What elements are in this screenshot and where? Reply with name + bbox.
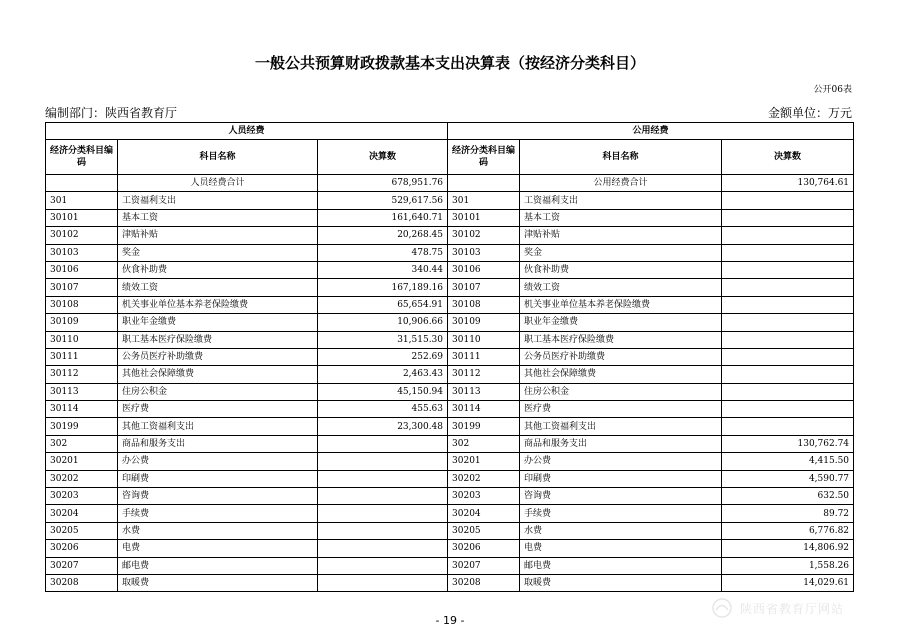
unit-label: 金额单位：万元 xyxy=(767,106,852,120)
right-name-cell: 机关事业单位基本养老保险缴费 xyxy=(520,296,722,313)
column-header-name: 科目名称 xyxy=(520,140,722,175)
left-code-cell: 30205 xyxy=(46,522,118,539)
column-header-code: 经济分类科目编码 xyxy=(46,140,118,175)
left-code-cell: 30203 xyxy=(46,488,118,505)
right-code-cell: 30201 xyxy=(448,453,520,470)
left-name-cell: 取暖费 xyxy=(118,574,318,591)
left-name-cell: 津贴补贴 xyxy=(118,227,318,244)
left-name-cell: 水费 xyxy=(118,522,318,539)
right-amount-cell xyxy=(722,366,854,383)
left-code-cell: 30101 xyxy=(46,209,118,226)
right-name-cell: 水费 xyxy=(520,522,722,539)
group-header-public: 公用经费 xyxy=(448,123,854,140)
table-row xyxy=(46,401,854,418)
left-name-cell: 其他工资福利支出 xyxy=(118,418,318,435)
column-header-amount: 决算数 xyxy=(318,140,448,175)
left-name-cell: 公务员医疗补助缴费 xyxy=(118,348,318,365)
right-code-cell xyxy=(448,175,520,192)
right-name-cell: 住房公积金 xyxy=(520,383,722,400)
left-name-cell: 商品和服务支出 xyxy=(118,435,318,452)
right-code-cell: 30110 xyxy=(448,331,520,348)
right-amount-cell: 1,558.26 xyxy=(722,557,854,574)
left-code-cell: 30204 xyxy=(46,505,118,522)
left-amount-cell: 20,268.45 xyxy=(318,227,448,244)
right-code-cell: 30113 xyxy=(448,383,520,400)
left-amount-cell: 529,617.56 xyxy=(318,192,448,209)
left-amount-cell: 478.75 xyxy=(318,244,448,261)
left-code-cell: 30113 xyxy=(46,383,118,400)
right-amount-cell xyxy=(722,348,854,365)
watermark-text: 陕西省教育厅网站 xyxy=(740,602,845,616)
table-row xyxy=(46,435,854,452)
left-code-cell: 30110 xyxy=(46,331,118,348)
right-name-cell: 医疗费 xyxy=(520,401,722,418)
left-amount-cell xyxy=(318,540,448,557)
left-name-cell: 职工基本医疗保险缴费 xyxy=(118,331,318,348)
right-amount-cell: 130,762.74 xyxy=(722,435,854,452)
left-code-cell: 30206 xyxy=(46,540,118,557)
left-code-cell: 30199 xyxy=(46,418,118,435)
right-name-cell: 其他社会保障缴费 xyxy=(520,366,722,383)
table-row xyxy=(46,488,854,505)
right-amount-cell xyxy=(722,192,854,209)
table-row xyxy=(46,522,854,539)
right-name-cell: 工资福利支出 xyxy=(520,192,722,209)
right-name-cell: 津贴补贴 xyxy=(520,227,722,244)
right-name-cell: 手续费 xyxy=(520,505,722,522)
table-row xyxy=(46,296,854,313)
left-amount-cell xyxy=(318,505,448,522)
left-code-cell: 30112 xyxy=(46,366,118,383)
left-amount-cell: 23,300.48 xyxy=(318,418,448,435)
right-code-cell: 30103 xyxy=(448,244,520,261)
left-name-cell: 奖金 xyxy=(118,244,318,261)
left-amount-cell: 65,654.91 xyxy=(318,296,448,313)
right-name-cell: 伙食补助费 xyxy=(520,261,722,278)
right-amount-cell: 14,806.92 xyxy=(722,540,854,557)
right-amount-cell: 130,764.61 xyxy=(722,175,854,192)
table-row xyxy=(46,261,854,278)
left-code-cell: 30109 xyxy=(46,314,118,331)
right-code-cell: 30102 xyxy=(448,227,520,244)
left-name-cell: 伙食补助费 xyxy=(118,261,318,278)
left-code-cell: 30111 xyxy=(46,348,118,365)
left-code-cell: 30106 xyxy=(46,261,118,278)
left-code-cell: 30201 xyxy=(46,453,118,470)
page-number: - 19 - xyxy=(435,614,465,627)
table-row xyxy=(46,175,854,192)
left-amount-cell xyxy=(318,557,448,574)
left-amount-cell xyxy=(318,470,448,487)
left-amount-cell: 31,515.30 xyxy=(318,331,448,348)
left-code-cell: 30108 xyxy=(46,296,118,313)
table-row xyxy=(46,557,854,574)
right-code-cell: 30202 xyxy=(448,470,520,487)
left-name-cell: 基本工资 xyxy=(118,209,318,226)
left-name-cell: 人员经费合计 xyxy=(118,175,318,192)
form-number: 公开06表 xyxy=(813,85,852,95)
left-code-cell: 30102 xyxy=(46,227,118,244)
left-code-cell: 302 xyxy=(46,435,118,452)
left-name-cell: 工资福利支出 xyxy=(118,192,318,209)
table-row xyxy=(46,227,854,244)
column-header-amount: 决算数 xyxy=(722,140,854,175)
table-row xyxy=(46,470,854,487)
left-code-cell xyxy=(46,175,118,192)
right-code-cell: 30203 xyxy=(448,488,520,505)
table-title: 一般公共预算财政拨款基本支出决算表（按经济分类科目） xyxy=(254,54,645,72)
right-code-cell: 301 xyxy=(448,192,520,209)
column-header-name: 科目名称 xyxy=(118,140,318,175)
right-amount-cell xyxy=(722,401,854,418)
table-row xyxy=(46,366,854,383)
right-code-cell: 30112 xyxy=(448,366,520,383)
right-name-cell: 公务员医疗补助缴费 xyxy=(520,348,722,365)
table-row xyxy=(46,192,854,209)
left-name-cell: 咨询费 xyxy=(118,488,318,505)
left-name-cell: 职业年金缴费 xyxy=(118,314,318,331)
left-name-cell: 医疗费 xyxy=(118,401,318,418)
left-code-cell: 30207 xyxy=(46,557,118,574)
right-amount-cell xyxy=(722,209,854,226)
right-amount-cell xyxy=(722,418,854,435)
right-code-cell: 302 xyxy=(448,435,520,452)
right-code-cell: 30114 xyxy=(448,401,520,418)
left-name-cell: 手续费 xyxy=(118,505,318,522)
left-amount-cell: 678,951.76 xyxy=(318,175,448,192)
department-label: 编制部门：陕西省教育厅 xyxy=(45,106,178,120)
right-code-cell: 30207 xyxy=(448,557,520,574)
expenditure-table xyxy=(45,122,854,592)
right-amount-cell xyxy=(722,261,854,278)
right-amount-cell: 4,590.77 xyxy=(722,470,854,487)
table-row xyxy=(46,453,854,470)
right-amount-cell: 632.50 xyxy=(722,488,854,505)
table-row xyxy=(46,418,854,435)
left-code-cell: 301 xyxy=(46,192,118,209)
table-row xyxy=(46,244,854,261)
left-name-cell: 绩效工资 xyxy=(118,279,318,296)
right-code-cell: 30108 xyxy=(448,296,520,313)
right-amount-cell xyxy=(722,227,854,244)
group-header-personnel: 人员经费 xyxy=(46,123,448,140)
right-code-cell: 30199 xyxy=(448,418,520,435)
left-name-cell: 办公费 xyxy=(118,453,318,470)
right-code-cell: 30101 xyxy=(448,209,520,226)
left-amount-cell: 2,463.43 xyxy=(318,366,448,383)
table-row xyxy=(46,348,854,365)
left-amount-cell xyxy=(318,574,448,591)
right-name-cell: 办公费 xyxy=(520,453,722,470)
table-row xyxy=(46,505,854,522)
left-amount-cell: 10,906.66 xyxy=(318,314,448,331)
right-name-cell: 职业年金缴费 xyxy=(520,314,722,331)
left-name-cell: 邮电费 xyxy=(118,557,318,574)
table-body xyxy=(46,175,854,592)
right-name-cell: 咨询费 xyxy=(520,488,722,505)
left-name-cell: 印刷费 xyxy=(118,470,318,487)
right-code-cell: 30107 xyxy=(448,279,520,296)
right-name-cell: 公用经费合计 xyxy=(520,175,722,192)
left-name-cell: 机关事业单位基本养老保险缴费 xyxy=(118,296,318,313)
right-code-cell: 30111 xyxy=(448,348,520,365)
right-amount-cell: 14,029.61 xyxy=(722,574,854,591)
right-amount-cell xyxy=(722,279,854,296)
right-code-cell: 30109 xyxy=(448,314,520,331)
right-amount-cell: 4,415.50 xyxy=(722,453,854,470)
left-name-cell: 住房公积金 xyxy=(118,383,318,400)
table-row xyxy=(46,209,854,226)
table-row xyxy=(46,314,854,331)
right-amount-cell xyxy=(722,314,854,331)
left-amount-cell: 252.69 xyxy=(318,348,448,365)
left-name-cell: 电费 xyxy=(118,540,318,557)
right-name-cell: 基本工资 xyxy=(520,209,722,226)
table-row xyxy=(46,574,854,591)
left-amount-cell xyxy=(318,522,448,539)
table-row xyxy=(46,279,854,296)
right-name-cell: 印刷费 xyxy=(520,470,722,487)
right-name-cell: 奖金 xyxy=(520,244,722,261)
left-amount-cell: 45,150.94 xyxy=(318,383,448,400)
left-amount-cell: 340.44 xyxy=(318,261,448,278)
right-name-cell: 商品和服务支出 xyxy=(520,435,722,452)
right-name-cell: 邮电费 xyxy=(520,557,722,574)
column-header-code: 经济分类科目编码 xyxy=(448,140,520,175)
right-amount-cell xyxy=(722,383,854,400)
right-amount-cell xyxy=(722,331,854,348)
right-amount-cell xyxy=(722,244,854,261)
left-amount-cell: 161,640.71 xyxy=(318,209,448,226)
table-row xyxy=(46,383,854,400)
left-amount-cell: 167,189.16 xyxy=(318,279,448,296)
left-amount-cell: 455.63 xyxy=(318,401,448,418)
table-row xyxy=(46,540,854,557)
right-name-cell: 电费 xyxy=(520,540,722,557)
left-code-cell: 30107 xyxy=(46,279,118,296)
left-code-cell: 30208 xyxy=(46,574,118,591)
right-code-cell: 30206 xyxy=(448,540,520,557)
left-code-cell: 30114 xyxy=(46,401,118,418)
left-name-cell: 其他社会保障缴费 xyxy=(118,366,318,383)
right-amount-cell xyxy=(722,296,854,313)
left-code-cell: 30202 xyxy=(46,470,118,487)
right-name-cell: 绩效工资 xyxy=(520,279,722,296)
left-amount-cell xyxy=(318,435,448,452)
right-name-cell: 其他工资福利支出 xyxy=(520,418,722,435)
right-code-cell: 30204 xyxy=(448,505,520,522)
left-amount-cell xyxy=(318,488,448,505)
right-code-cell: 30106 xyxy=(448,261,520,278)
right-amount-cell: 89.72 xyxy=(722,505,854,522)
right-amount-cell: 6,776.82 xyxy=(722,522,854,539)
table-row xyxy=(46,331,854,348)
left-amount-cell xyxy=(318,453,448,470)
left-code-cell: 30103 xyxy=(46,244,118,261)
right-name-cell: 职工基本医疗保险缴费 xyxy=(520,331,722,348)
right-name-cell: 取暖费 xyxy=(520,574,722,591)
right-code-cell: 30205 xyxy=(448,522,520,539)
right-code-cell: 30208 xyxy=(448,574,520,591)
